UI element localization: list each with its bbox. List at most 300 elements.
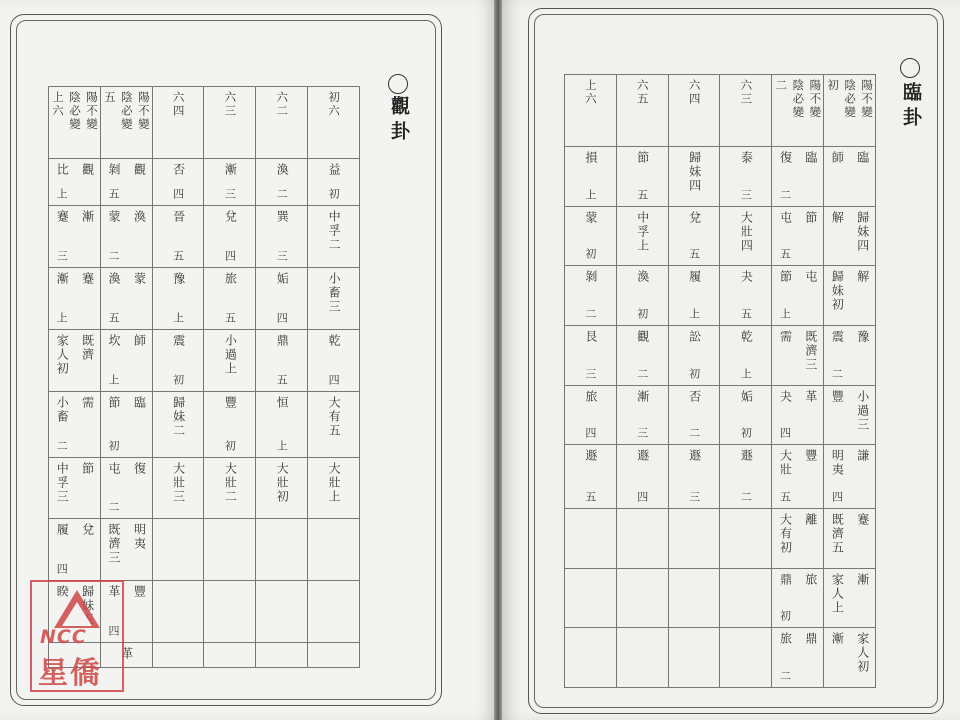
cell-line-position: 四 [583, 427, 597, 441]
stamp-chinese-text: 星僑 [38, 656, 102, 691]
cell-line-position: 五 [275, 373, 289, 387]
cell-column [854, 390, 871, 445]
cell-hexagram: 大壯四 [739, 210, 754, 253]
table-cell [720, 568, 772, 628]
table-cell [308, 642, 360, 667]
cell-line-position: 二 [55, 439, 69, 453]
cell-content [617, 628, 668, 687]
header-text: 六三 [739, 79, 754, 106]
cell-line-position: 初 [635, 308, 649, 322]
cell-hexagram-secondary: 復 [132, 461, 147, 476]
table-cell [308, 329, 360, 391]
cell-content [824, 326, 875, 385]
cell-column [802, 151, 819, 206]
cell-line-position: 二 [583, 308, 597, 322]
cell-hexagram: 蒙 [583, 210, 598, 225]
cell-line-position: 三 [275, 250, 289, 264]
cell-column [170, 396, 187, 457]
cell-column [802, 270, 819, 325]
cell-hexagram: 夬 [739, 270, 754, 285]
cell-line-position: 四 [171, 188, 185, 202]
cell-content [49, 519, 100, 580]
cell-hexagram: 明夷 [830, 449, 845, 478]
cell-content [824, 509, 875, 568]
table-row [49, 457, 360, 519]
table-cell [49, 519, 101, 581]
table-cell [256, 329, 308, 391]
cell-content [772, 147, 823, 206]
cell-content [772, 386, 823, 445]
cell-hexagram: 旅 [778, 632, 793, 647]
cell-column [582, 270, 599, 325]
cell-hexagram: 漸 [830, 632, 845, 647]
cell-hexagram: 既濟三 [107, 523, 122, 566]
cell-content [49, 268, 100, 329]
table-cell [204, 329, 256, 391]
cell-column [273, 163, 290, 205]
cell-content [101, 392, 152, 457]
table-cell [49, 268, 101, 330]
cell-hexagram: 中孚二 [327, 210, 342, 253]
table-cell [308, 519, 360, 581]
table-cell [772, 266, 824, 326]
cell-column [737, 151, 754, 206]
cell-hexagram: 大壯初 [275, 461, 290, 504]
cell-column [221, 272, 238, 329]
cell-content [824, 569, 875, 628]
table-row [565, 326, 876, 386]
cell-line-position: 三 [635, 427, 649, 441]
cell-line-position: 三 [687, 490, 701, 504]
cell-column [854, 330, 871, 385]
cell-hexagram-secondary: 觀 [80, 163, 95, 177]
cell-hexagram: 豫 [171, 272, 186, 287]
cell-hexagram: 恒 [275, 395, 290, 410]
cell-content [153, 268, 204, 329]
table-cell [824, 147, 876, 207]
table-cell [152, 581, 204, 643]
header-text: 上六 [583, 79, 598, 106]
cell-content [565, 326, 616, 385]
cell-hexagram: 大壯上 [327, 461, 342, 504]
cell-column [53, 163, 70, 205]
cell-hexagram: 屯 [107, 461, 122, 476]
cell-content [308, 458, 359, 519]
header-cell [668, 75, 720, 147]
table-row [49, 391, 360, 457]
right-hexagram-table [564, 74, 876, 688]
cell-content [720, 326, 771, 385]
header-text: 六五 [635, 79, 650, 106]
cell-line-position: 二 [778, 670, 792, 683]
ncc-watermark-stamp [30, 580, 124, 692]
cell-hexagram: 大有五 [327, 395, 342, 438]
cell-hexagram-secondary: 臨 [132, 395, 147, 410]
cell-content [101, 519, 152, 580]
table-cell [308, 268, 360, 330]
table-cell [668, 385, 720, 445]
cell-column [325, 272, 342, 329]
table-cell [49, 391, 101, 457]
header-cell [772, 75, 824, 147]
cell-column [737, 211, 754, 266]
cell-line-position: 二 [635, 367, 649, 381]
cell-column [802, 390, 819, 445]
table-cell [204, 391, 256, 457]
table-cell [49, 329, 101, 391]
cell-content [669, 207, 720, 266]
cell-content [153, 581, 204, 642]
cell-hexagram-secondary: 蹇 [855, 512, 870, 527]
cell-line-position: 初 [583, 248, 597, 262]
header-cell-content [669, 75, 720, 146]
cell-line-position: 五 [171, 250, 185, 264]
cell-column [221, 396, 238, 457]
cell-content [256, 330, 307, 391]
cell-line-position: 五 [778, 490, 792, 504]
cell-hexagram: 家人上 [830, 572, 845, 615]
cell-content [772, 266, 823, 325]
cell-line-position: 三 [223, 188, 237, 202]
header-cell-content [49, 87, 100, 158]
cell-column [777, 449, 794, 507]
cell-content [565, 266, 616, 325]
cell-column [170, 334, 187, 391]
cell-hexagram: 革 [107, 585, 122, 600]
cell-content [256, 643, 307, 667]
cell-content [824, 445, 875, 507]
cell-content [204, 159, 255, 205]
cell-hexagram-secondary: 蒙 [132, 272, 147, 287]
cell-column [130, 585, 147, 642]
header-cell [565, 75, 617, 147]
cell-hexagram: 否 [687, 389, 702, 404]
table-cell [668, 628, 720, 688]
cell-hexagram: 震 [171, 333, 186, 348]
cell-hexagram: 渙 [635, 270, 650, 285]
table-cell [308, 159, 360, 206]
cell-hexagram: 乾 [739, 330, 754, 345]
cell-hexagram-secondary: 兌 [80, 523, 95, 538]
cell-content [565, 628, 616, 687]
table-cell [668, 445, 720, 508]
cell-content [256, 392, 307, 457]
cell-column [802, 632, 819, 687]
table-cell [824, 326, 876, 386]
cell-line-position: 二 [107, 501, 121, 515]
cell-hexagram: 大壯二 [223, 461, 238, 504]
table-cell [565, 568, 617, 628]
cell-hexagram: 需 [778, 330, 793, 345]
cell-column [737, 270, 754, 325]
cell-content [617, 386, 668, 445]
cell-column [273, 396, 290, 457]
cell-hexagram: 兌 [223, 210, 238, 225]
cell-column [170, 462, 187, 519]
header-row [565, 75, 876, 147]
cell-hexagram-secondary: 革 [119, 646, 134, 661]
cell-hexagram: 遯 [635, 449, 650, 464]
cell-column [105, 210, 122, 267]
table-cell [616, 508, 668, 568]
cell-line-position: 二 [275, 188, 289, 202]
cell-hexagram: 中孚上 [635, 210, 650, 253]
cell-line-position: 上 [107, 373, 121, 387]
cell-hexagram-secondary: 豫 [855, 330, 870, 345]
cell-hexagram-secondary: 謙 [855, 449, 870, 464]
cell-content [669, 147, 720, 206]
cell-content [720, 147, 771, 206]
cell-hexagram: 漸 [223, 163, 238, 177]
cell-line-position: 五 [687, 248, 701, 262]
cell-column [828, 151, 845, 206]
cell-content [256, 159, 307, 205]
cell-hexagram-secondary: 旅 [803, 572, 818, 587]
cell-content [617, 509, 668, 568]
cell-content [308, 392, 359, 457]
cell-column [854, 151, 871, 206]
header-cell [824, 75, 876, 147]
cell-content [565, 509, 616, 568]
header-cell [204, 87, 256, 159]
header-cell [100, 87, 152, 159]
table-cell [565, 326, 617, 386]
cell-hexagram: 大壯 [778, 449, 793, 478]
cell-hexagram: 小過上 [223, 333, 238, 376]
cell-content [256, 458, 307, 519]
header-cell-content [101, 87, 152, 158]
cell-content [256, 268, 307, 329]
cell-hexagram: 坎 [107, 333, 122, 348]
cell-column [686, 270, 703, 325]
stamp-latin-text: NCC [40, 626, 87, 648]
header-text: 陽不變 [136, 91, 151, 132]
table-cell [204, 519, 256, 581]
table-cell [565, 628, 617, 688]
cell-content [204, 268, 255, 329]
cell-column [221, 334, 238, 391]
table-cell [668, 266, 720, 326]
cell-content [772, 509, 823, 568]
cell-hexagram: 兌 [687, 210, 702, 225]
cell-content [101, 206, 152, 267]
cell-column [634, 211, 651, 266]
cell-column [582, 151, 599, 206]
table-cell [565, 206, 617, 266]
table-cell [824, 568, 876, 628]
cell-hexagram: 否 [171, 163, 186, 177]
cell-content [824, 386, 875, 445]
cell-content [720, 266, 771, 325]
header-cell [616, 75, 668, 147]
cell-line-position: 四 [635, 490, 649, 504]
cell-hexagram-secondary: 節 [80, 461, 95, 476]
cell-hexagram-secondary: 小過三 [855, 389, 870, 432]
header-cell-content [308, 87, 359, 158]
cell-line-position: 四 [778, 427, 792, 441]
right-page-title: 臨卦 [900, 82, 922, 132]
cell-hexagram: 泰 [739, 151, 754, 165]
cell-content [720, 207, 771, 266]
cell-hexagram: 履 [55, 523, 70, 538]
header-cell-content [824, 75, 875, 146]
cell-hexagram: 中孚三 [55, 461, 70, 504]
cell-hexagram: 遯 [583, 449, 598, 464]
cell-content [720, 386, 771, 445]
cell-column [273, 334, 290, 391]
table-cell [772, 147, 824, 207]
cell-content [824, 266, 875, 325]
cell-column [802, 330, 819, 385]
cell-hexagram: 小畜 [55, 395, 70, 424]
cell-column [634, 449, 651, 507]
table-cell [565, 445, 617, 508]
cell-hexagram: 遯 [687, 449, 702, 464]
cell-hexagram: 渙 [107, 272, 122, 287]
cell-content [204, 581, 255, 642]
cell-hexagram: 小畜三 [327, 272, 342, 315]
cell-column [53, 272, 70, 329]
cell-column [130, 523, 147, 580]
cell-content [256, 519, 307, 580]
cell-content [617, 266, 668, 325]
cell-content [308, 206, 359, 267]
cell-column [105, 523, 122, 580]
left-title-circle [388, 74, 408, 94]
cell-column [634, 270, 651, 325]
header-text: 六三 [223, 91, 238, 118]
cell-hexagram: 屯 [778, 210, 793, 225]
cell-content [669, 326, 720, 385]
cell-hexagram: 觀 [635, 330, 650, 345]
table-cell [152, 329, 204, 391]
cell-content [617, 207, 668, 266]
table-row [49, 268, 360, 330]
cell-column [634, 151, 651, 206]
header-cell [720, 75, 772, 147]
cell-column [130, 163, 147, 205]
cell-hexagram: 旅 [583, 389, 598, 404]
table-cell [256, 391, 308, 457]
cell-column [53, 334, 70, 391]
cell-line-position: 三 [739, 188, 753, 202]
cell-column [130, 334, 147, 391]
cell-hexagram: 大壯三 [171, 461, 186, 504]
header-text: 六二 [275, 91, 290, 118]
table-cell [668, 326, 720, 386]
table-cell [204, 642, 256, 667]
cell-column [325, 163, 342, 205]
cell-column [828, 270, 845, 325]
cell-column [854, 449, 871, 507]
cell-hexagram: 節 [778, 270, 793, 285]
cell-column [170, 272, 187, 329]
cell-content [565, 445, 616, 507]
table-cell [616, 206, 668, 266]
cell-hexagram-secondary: 鼎 [803, 632, 818, 647]
table-cell [256, 159, 308, 206]
table-cell [772, 385, 824, 445]
cell-line-position: 上 [171, 311, 185, 325]
cell-column [105, 334, 122, 391]
cell-line-position: 初 [739, 427, 753, 441]
cell-hexagram: 蒙 [107, 210, 122, 225]
table-cell [668, 206, 720, 266]
table-row [49, 206, 360, 268]
cell-line-position: 四 [107, 624, 121, 638]
cell-column [325, 396, 342, 457]
cell-column [828, 330, 845, 385]
table-cell [256, 268, 308, 330]
cell-content [308, 581, 359, 642]
cell-line-position: 上 [583, 188, 597, 202]
cell-hexagram: 渙 [275, 163, 290, 177]
cell-hexagram: 比 [55, 163, 70, 177]
cell-hexagram: 訟 [687, 330, 702, 345]
cell-line-position: 初 [171, 373, 185, 387]
cell-line-position: 二 [830, 367, 844, 381]
cell-content [669, 386, 720, 445]
cell-hexagram: 遯 [739, 449, 754, 464]
cell-content [772, 445, 823, 507]
cell-content [204, 643, 255, 667]
cell-hexagram: 姤 [275, 272, 290, 287]
cell-line-position: 上 [55, 311, 69, 325]
header-cell-content [720, 75, 771, 146]
cell-content [308, 643, 359, 667]
cell-hexagram: 師 [830, 151, 845, 165]
cell-column [79, 523, 96, 580]
table-row [565, 445, 876, 508]
cell-line-position: 四 [223, 250, 237, 264]
cell-column [221, 163, 238, 205]
cell-hexagram-secondary: 渙 [132, 210, 147, 225]
table-row [565, 147, 876, 207]
header-text: 六四 [687, 79, 702, 106]
table-cell [49, 159, 101, 206]
cell-column [854, 211, 871, 266]
cell-column [582, 211, 599, 266]
table-cell [772, 568, 824, 628]
cell-hexagram-secondary: 漸 [80, 210, 95, 225]
table-cell [100, 268, 152, 330]
table-cell [824, 385, 876, 445]
cell-content [308, 330, 359, 391]
cell-column [854, 513, 871, 568]
table-cell [720, 508, 772, 568]
cell-line-position: 四 [275, 311, 289, 325]
cell-hexagram: 家人初 [55, 333, 70, 376]
cell-hexagram: 節 [107, 395, 122, 410]
cell-hexagram-secondary: 離 [803, 512, 818, 527]
right-title-circle [900, 58, 920, 78]
table-cell [616, 445, 668, 508]
table-cell [49, 457, 101, 519]
cell-column [79, 396, 96, 457]
cell-column [828, 573, 845, 628]
cell-line-position: 五 [739, 308, 753, 322]
header-text: 六四 [171, 91, 186, 118]
table-cell [772, 508, 824, 568]
cell-line-position: 五 [107, 188, 121, 202]
table-cell [616, 326, 668, 386]
header-cell [152, 87, 204, 159]
table-cell [152, 391, 204, 457]
cell-content [669, 509, 720, 568]
cell-content [565, 569, 616, 628]
cell-hexagram-secondary: 解 [855, 270, 870, 285]
table-cell [720, 385, 772, 445]
